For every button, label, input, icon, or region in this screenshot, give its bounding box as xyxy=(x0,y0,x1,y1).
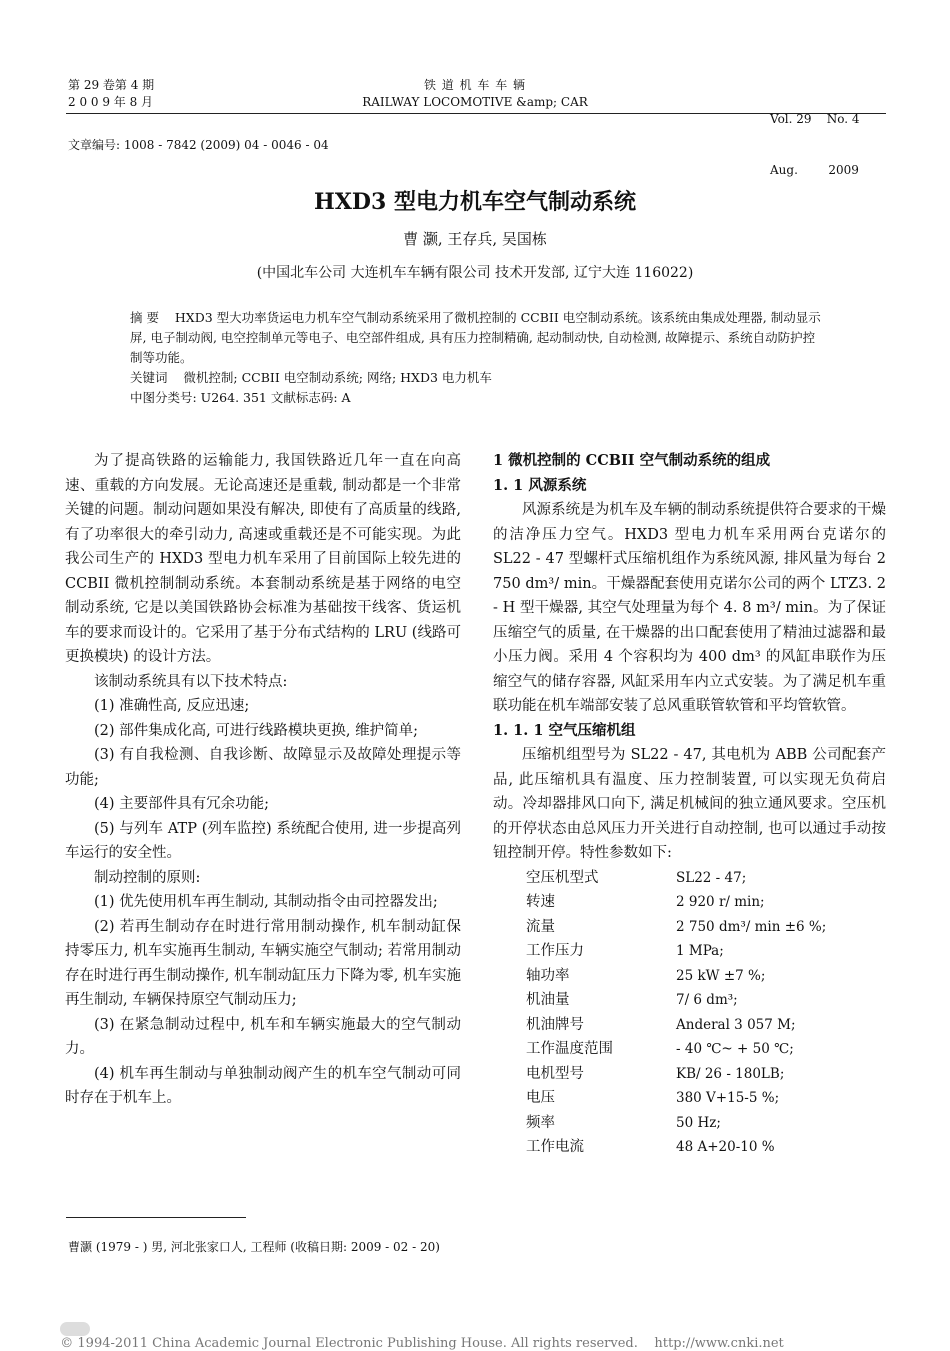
spec-value: 7/ 6 dm³; xyxy=(676,992,738,1008)
journal-name-cn: 铁 道 机 车 车 辆 xyxy=(423,78,527,92)
spec-key: 频率 xyxy=(526,1114,555,1131)
spec-key: 转速 xyxy=(526,894,555,910)
header-rule xyxy=(66,113,886,114)
principle-item: (2) 若再生制动存在时进行常用制动操作, 机车制动缸保持零压力, 机车实施再生制动, 车辆实施空气制动; 若常用制动存在时进行再生制动操作, 机车制动缸压力下降为零, 机车实施再生制动, 车辆保持原空气制动压力; xyxy=(65,918,461,1008)
copyright-text[interactable]: © 1994-2011 China Academic Journal Electronic Publishing House. All rights reserved. http://www.cnki.net xyxy=(60,1336,784,1351)
subsubsection-heading: 1. 1. 1 空气压缩机组 xyxy=(493,721,636,739)
spec-key: 工作压力 xyxy=(526,943,584,959)
spec-row xyxy=(526,1135,886,1160)
journal-name-en: RAILWAY LOCOMOTIVE &amp; CAR xyxy=(362,95,588,109)
spec-value: 25 kW ±7 %; xyxy=(676,967,766,984)
spec-row xyxy=(526,890,886,915)
spec-row xyxy=(526,1037,886,1062)
feature-item: (1) 准确性高, 反应迅速; xyxy=(94,698,250,714)
spec-value: Anderal 3 057 M; xyxy=(676,1016,796,1033)
feature-item: (3) 有自我检测、自我诊断、故障显示及故障处理提示等功能; xyxy=(65,747,461,788)
principle-item: (4) 机车再生制动与单独制动阀产生的机车空气制动可同时存在于机车上。 xyxy=(65,1065,461,1106)
journal-volume xyxy=(68,77,154,111)
keywords: 微机控制; CCBII 电空制动系统; 网络; HXD3 电力机车 xyxy=(183,370,492,385)
spec-value: 2 920 r/ min; xyxy=(676,894,765,910)
spec-value: 380 V+15-5 %; xyxy=(676,1090,780,1106)
affiliation: (中国北车公司 大连机车车辆有限公司 技术开发部, 辽宁大连 116022) xyxy=(256,265,694,281)
authors: 曹 灏, 王存兵, 吴国栋 xyxy=(403,230,547,248)
principle-item: (1) 优先使用机车再生制动, 其制动指令由司控器发出; xyxy=(94,894,438,910)
abstract-label: 摘 要 xyxy=(130,310,159,325)
spec-row xyxy=(526,1062,886,1087)
spec-row xyxy=(526,1111,886,1136)
copyright-bar xyxy=(52,1306,784,1351)
spec-row xyxy=(526,915,886,940)
footnote-rule xyxy=(66,1217,246,1218)
spec-key: 工作电流 xyxy=(526,1139,584,1155)
feature-item: (4) 主要部件具有冗余功能; xyxy=(94,796,270,812)
spec-row xyxy=(526,939,886,964)
journal-volume-en xyxy=(770,77,885,196)
spec-table xyxy=(493,866,886,1160)
spec-row xyxy=(526,988,886,1013)
abstract-text: HXD3 型大功率货运电力机车空气制动系统采用了微机控制的 CCBII 电空制动系统。该系统由集成处理器, 制动显示屏, 电子制动阀, 电空控制单元等电子、电空部件组成, 具有压力控制精确, 起动制动快, 自动检测, 故障提示、系统自动防护控制等功能。 xyxy=(130,310,821,365)
keywords-label: 关键词 xyxy=(130,370,168,385)
spec-row xyxy=(526,964,886,989)
cnki-logo-icon xyxy=(60,1322,90,1336)
intro-paragraph: 为了提高铁路的运输能力, 我国铁路近几年一直在向高速、重载的方向发展。无论高速还是重载, 制动都是一个非常关键的问题。制动问题如果没有解决, 即使有了高质量的线路, 有了功率很大的牵引动力, 高速或重载还是不可能实现。为此我公司生产的 HXD3 型电力机车采用了目前国际上较先进的 CCBII 微机控制制动系统。本套制动系统是基于网络的电空制动系统, 它是以美国铁路协会标准为基础按干线客、货运机车的要求而设计的。它采用了基于分布式结构的 LRU (线路可更换模块) 的设计方法。 xyxy=(65,453,461,665)
spec-value: 48 A+20-10 % xyxy=(676,1139,775,1155)
spec-row xyxy=(526,866,886,891)
publish-date: 2 0 0 9 年 8 月 xyxy=(68,95,154,109)
spec-key: 电压 xyxy=(526,1090,555,1106)
spec-key: 工作温度范围 xyxy=(526,1041,613,1057)
spec-value: 1 MPa; xyxy=(676,943,724,959)
spec-value: - 40 ℃~ + 50 ℃; xyxy=(676,1041,794,1057)
spec-row xyxy=(526,1013,886,1038)
spec-key: 机油牌号 xyxy=(526,1016,584,1033)
spec-value: KB/ 26 - 180LB; xyxy=(676,1065,785,1082)
author-footnote: 曹灏 (1979 - ) 男, 河北张家口人, 工程师 (收稿日期: 2009 - 02 - 20) xyxy=(68,1240,440,1254)
journal-name xyxy=(330,77,620,111)
spec-value: SL22 - 47; xyxy=(676,869,747,886)
feature-item: (5) 与列车 ATP (列车监控) 系统配合使用, 进一步提高列车运行的安全性。 xyxy=(65,820,461,861)
compressor-paragraph: 压缩机组型号为 SL22 - 47, 其电机为 ABB 公司配套产品, 此压缩机具有温度、压力控制装置, 可以实现无负荷启动。冷却器排风口向下, 满足机械间的独立通风要求。空压机的开停状态由总风压力开关进行自动控制, 也可以通过手动按钮控制开停。特性参数如下: xyxy=(493,747,886,861)
paper-title: HXD3 型电力机车空气制动系统 xyxy=(314,189,636,215)
date-en: Aug. 2009 xyxy=(770,163,859,177)
spec-value: 2 750 dm³/ min ±6 %; xyxy=(676,918,827,935)
abstract-block xyxy=(130,308,825,408)
principle-item: (3) 在紧急制动过程中, 机车和车辆实施最大的空气制动力。 xyxy=(65,1016,461,1057)
classification: 中图分类号: U264. 351 文献标志码: A xyxy=(130,390,351,405)
spec-key: 流量 xyxy=(526,918,555,935)
spec-key: 轴功率 xyxy=(526,967,570,984)
right-column xyxy=(493,449,886,1160)
left-column xyxy=(65,449,461,1111)
section-heading: 1 微机控制的 CCBII 空气制动系统的组成 xyxy=(493,452,771,469)
spec-key: 空压机型式 xyxy=(526,869,599,886)
air-source-paragraph: 风源系统是为机车及车辆的制动系统提供符合要求的干燥的洁净压力空气。HXD3 型电力机车采用两台克诺尔的 SL22 - 47 型螺杆式压缩机组作为系统风源, 排风量为每台 2 750 dm³/ min。干燥器配套使用克诺尔公司的两个 LTZ3. 2 - H 型干燥器, 其空气处理量为每个 4. 8 m³/ min。为了保证压缩空气的质量, 在干燥器的出口配套使用了精油过滤器和最小压力阀。采用 4 个容积均为 400 dm³ 的风缸串联作为压缩空气的储存容器, 风缸采用车内立式安装。为了满足机车重联功能在机车端部安装了总风重联管软管和平均管软管。 xyxy=(493,502,886,714)
article-number: 文章编号: 1008 - 7842 (2009) 04 - 0046 - 04 xyxy=(68,138,329,152)
spec-value: 50 Hz; xyxy=(676,1114,721,1131)
volume-en: Vol. 29 No. 4 xyxy=(770,112,860,126)
subsection-heading: 1. 1 风源系统 xyxy=(493,476,587,494)
spec-key: 电机型号 xyxy=(526,1065,584,1082)
features-intro: 该制动系统具有以下技术特点: xyxy=(94,673,288,690)
feature-item: (2) 部件集成化高, 可进行线路模块更换, 维护简单; xyxy=(94,722,418,739)
spec-key: 机油量 xyxy=(526,992,570,1008)
volume-issue: 第 29 卷第 4 期 xyxy=(68,78,155,92)
principles-intro: 制动控制的原则: xyxy=(94,869,201,886)
spec-row xyxy=(526,1086,886,1111)
